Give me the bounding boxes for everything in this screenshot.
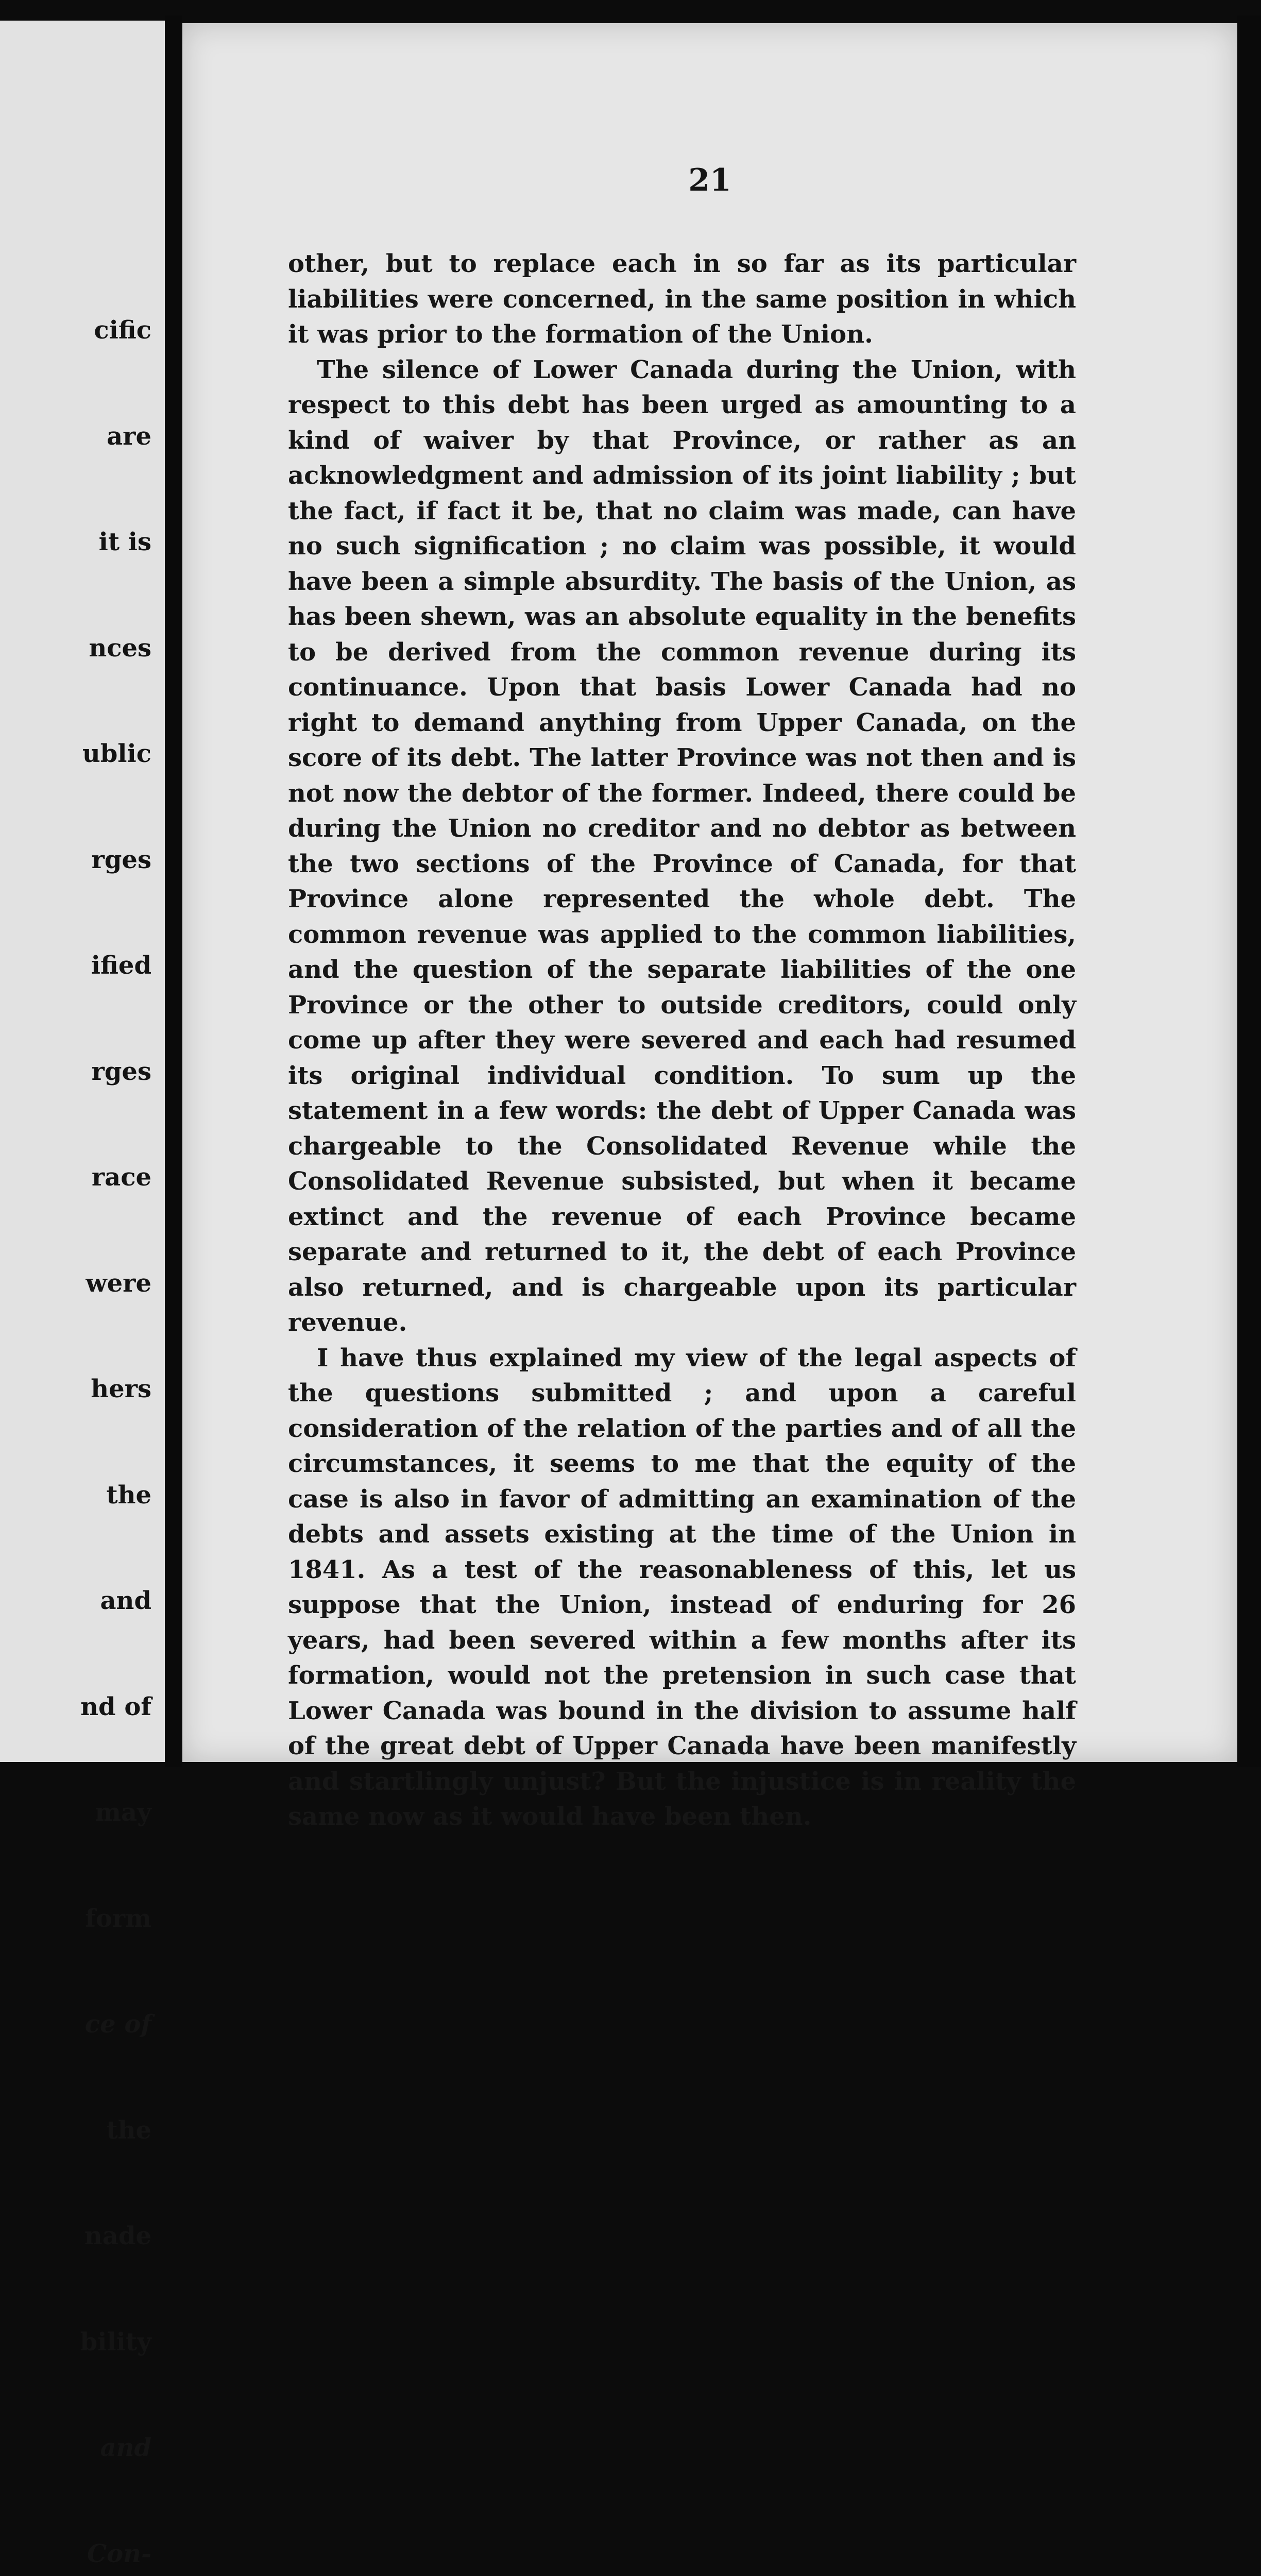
fragment-line: the bbox=[106, 1480, 151, 1510]
fragment-line: are bbox=[107, 421, 151, 451]
body-text bbox=[288, 246, 1076, 1835]
fragment-line: rges bbox=[91, 1057, 151, 1086]
document-page bbox=[182, 23, 1237, 1831]
facing-page-text-fragments bbox=[70, 242, 151, 2576]
fragment-line: it is bbox=[98, 528, 151, 556]
fragment-line: rges bbox=[91, 845, 151, 874]
fragment-line: and bbox=[100, 2433, 151, 2462]
book-gutter bbox=[165, 15, 182, 1767]
fragment-line: nd of bbox=[80, 1692, 151, 1721]
fragment-line: were bbox=[86, 1268, 151, 1298]
fragment-line: nade bbox=[84, 2222, 151, 2250]
fragment-line: Con- bbox=[87, 2539, 151, 2568]
fragment-line: ified bbox=[91, 951, 151, 980]
facing-page-left bbox=[0, 21, 165, 2568]
fragment-line: the bbox=[106, 2115, 151, 2145]
fragment-line: bility bbox=[80, 2327, 151, 2357]
fragment-line: and bbox=[100, 1586, 151, 1615]
page-number: 21 bbox=[688, 162, 731, 198]
paragraph-equity-of-the-case: I have thus explained my view of the legal aspects of the questions submitted ; and upon a careful consideration of the relation of the parties and of all the circumstances, it seems to me that the equity of the case is also in favor of admitting an examination of the debts and assets existing at the time of the Union in 1841. As a test of the reasonableness of this, let us suppose that the Union, instead of enduring for 26 years, had been severed within a few months after its formation, would not the pretension in such case that Lower Canada was bound in the division to assume half of the great debt of Upper Canada have been manifestly and startlingly unjust? But the injustice is in reality the same now as it would have been then. bbox=[288, 1343, 1076, 1831]
fragment-line: may bbox=[95, 1798, 151, 1827]
fragment-line: ce of bbox=[84, 2010, 151, 2039]
fragment-line: race bbox=[91, 1163, 151, 1192]
fragment-line: hers bbox=[91, 1375, 151, 1403]
paragraph-continuation: other, but to replace each in so far as its particular liabilities were concerned, in the same position in which it was prior to the formation of the Union. bbox=[288, 249, 1076, 349]
page-edge-right bbox=[1237, 15, 1261, 1767]
fragment-line: nces bbox=[89, 633, 151, 663]
fragment-line: ublic bbox=[82, 739, 151, 768]
fragment-line: form bbox=[85, 1904, 151, 1933]
fragment-line: cific bbox=[94, 316, 151, 345]
paragraph-silence-of-lower-canada: The silence of Lower Canada during the Union, with respect to this debt has been urged as amounting to a kind of waiver by that Province, or rather as an acknowledgment and admission of its joint liability ; but the fact, if fact it be, that no claim was made, can have no such signification ; no claim was possible, it would have been a simple absurdity. The basis of the Union, as has been shewn, was an absolute equality in the benefits to be derived from the common revenue during its continuance. Upon that basis Lower Canada had no right to demand anything from Upper Canada, on the score of its debt. The latter Province was not then and is not now the debtor of the former. Indeed, there could be during the Union no creditor and no debtor as between the two sections of the Province of Canada, for that Province alone represented the whole debt. The common revenue was applied to the common liabilities, and the question of the separate liabilities of the one Province or the other to outside creditors, could only come up after they were severed and each had resumed its original individual condition. To sum up the statement in a few words: the debt of Upper Canada was chargeable to the Consolidated Revenue while the Consolidated Revenue subsisted, but when it became extinct and the revenue of each Province became separate and returned to it, the debt of each Province also returned, and is chargeable upon its particular revenue. bbox=[288, 355, 1076, 1337]
